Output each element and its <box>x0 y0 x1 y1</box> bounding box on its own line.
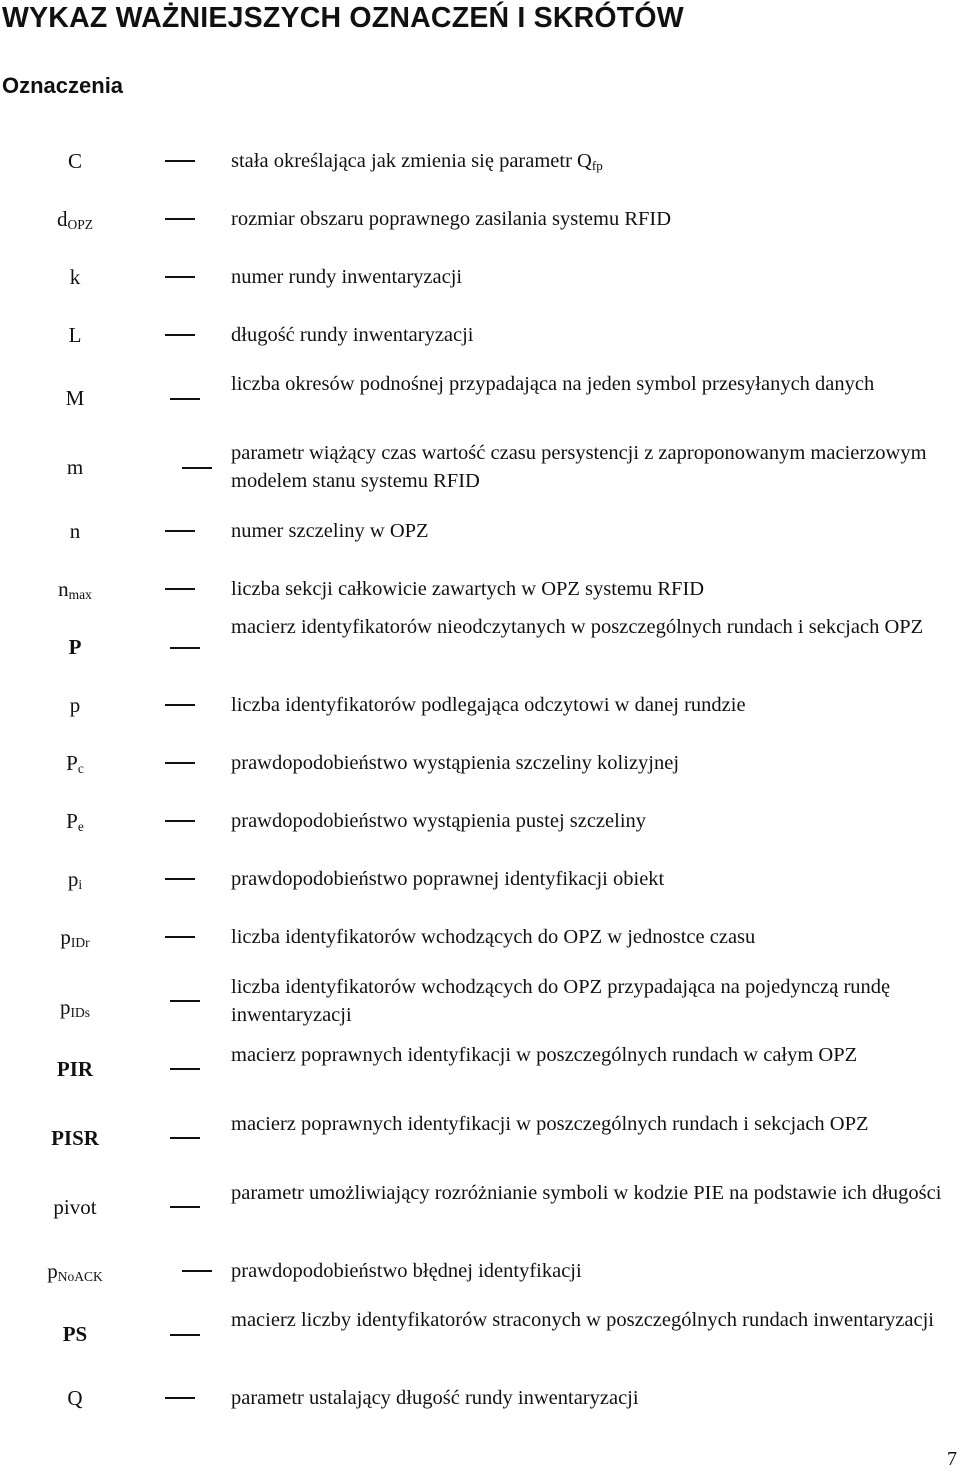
symbol-description: prawdopodobieństwo błędnej identyfikacji <box>231 1260 582 1282</box>
symbol <box>20 923 130 951</box>
symbol-description: macierz identyfikatorów nieodczytanych w poszczególnych rundach i sekcjach OPZ <box>231 616 924 638</box>
dash <box>165 762 195 764</box>
symbol-text: PIR <box>56 1057 94 1081</box>
symbol <box>20 205 130 233</box>
description-text: stała określająca jak zmienia się parametr Q <box>231 150 592 172</box>
symbol-text: P <box>66 809 78 833</box>
dash <box>165 878 195 880</box>
dash <box>182 467 212 469</box>
symbol-subscript: i <box>78 877 83 892</box>
symbol-description: liczba identyfikatorów wchodzących do OPZ przypadająca na pojedynczą rundę inwentaryzacji <box>231 976 891 1026</box>
page-number: 7 <box>947 1448 957 1470</box>
symbol-text: m <box>66 455 84 479</box>
symbol-text: P <box>68 635 82 659</box>
symbol-text: n <box>58 577 69 601</box>
symbol <box>20 807 130 835</box>
page-title: WYKAZ WAŻNIEJSZYCH OZNACZEŃ I SKRÓTÓW <box>2 2 684 34</box>
symbol-description: macierz poprawnych identyfikacji w poszczególnych rundach w całym OPZ <box>231 1044 858 1066</box>
symbol <box>20 1257 130 1285</box>
symbol-description: liczba identyfikatorów podlegająca odczytowi w danej rundzie <box>231 694 746 716</box>
dash <box>182 1270 212 1272</box>
symbol-description: prawdopodobieństwo wystąpienia pustej szczeliny <box>231 810 647 832</box>
symbol-text: PISR <box>51 1126 99 1150</box>
symbol-text: p <box>60 925 71 949</box>
symbol-text: p <box>69 693 81 717</box>
dash <box>165 1397 195 1399</box>
symbol-text: Q <box>67 1386 83 1410</box>
dash <box>170 1000 200 1002</box>
dash <box>170 1137 200 1139</box>
symbol <box>20 1193 130 1221</box>
dash <box>170 1206 200 1208</box>
symbol-description: liczba okresów podnośnej przypadająca na jeden symbol przesyłanych danych <box>231 373 875 395</box>
symbol-subscript: max <box>68 587 92 602</box>
symbol-text: C <box>67 149 82 173</box>
symbol <box>20 1055 130 1083</box>
symbol-text: d <box>56 207 68 231</box>
symbol-text: p <box>47 1259 58 1283</box>
symbol <box>20 263 130 291</box>
symbol <box>20 1124 130 1152</box>
symbol <box>20 1320 130 1348</box>
symbol-subscript: OPZ <box>67 217 93 232</box>
dash <box>165 588 195 590</box>
symbol-text: k <box>69 265 81 289</box>
dash <box>165 530 195 532</box>
dash <box>170 1334 200 1336</box>
symbol <box>20 575 130 603</box>
symbol-text: n <box>69 519 81 543</box>
symbol <box>20 384 130 412</box>
symbol-description: parametr umożliwiający rozróżnianie symboli w kodzie PIE na podstawie ich długości <box>231 1182 942 1204</box>
symbol-subscript: IDr <box>70 935 90 950</box>
symbol <box>20 993 130 1021</box>
section-heading: Oznaczenia <box>2 73 124 98</box>
symbol-text: p <box>67 867 79 891</box>
symbol <box>20 147 130 175</box>
symbol-description: liczba sekcji całkowicie zawartych w OPZ systemu RFID <box>231 578 705 600</box>
dash <box>165 334 195 336</box>
symbol-description: rozmiar obszaru poprawnego zasilania systemu RFID <box>231 208 672 230</box>
symbol-text: P <box>66 751 78 775</box>
symbol-description: macierz poprawnych identyfikacji w poszczególnych rundach i sekcjach OPZ <box>231 1113 869 1135</box>
symbol-description <box>231 147 943 175</box>
symbol <box>20 321 130 349</box>
dash <box>165 218 195 220</box>
dash <box>165 936 195 938</box>
dash <box>165 276 195 278</box>
dash <box>170 1068 200 1070</box>
symbol-description: parametr wiążący czas wartość czasu persystencji z zaproponowanym macierzowym modelem stanu systemu RFID <box>231 442 927 492</box>
symbol-description: numer szczeliny w OPZ <box>231 520 429 542</box>
symbol-subscript: IDs <box>70 1005 90 1020</box>
symbol <box>20 453 130 481</box>
symbol-subscript: NoACK <box>57 1269 103 1284</box>
dash <box>165 704 195 706</box>
symbol-description: liczba identyfikatorów wchodzących do OPZ w jednostce czasu <box>231 926 756 948</box>
symbol-text: p <box>60 995 71 1019</box>
symbol-subscript: c <box>77 761 84 776</box>
symbol-description: parametr ustalający długość rundy inwentaryzacji <box>231 1387 639 1409</box>
symbol-text: PS <box>62 1322 88 1346</box>
symbol-description: macierz liczby identyfikatorów straconych w poszczególnych rundach inwentaryzacji <box>231 1309 934 1331</box>
symbol <box>20 633 130 661</box>
symbol <box>20 749 130 777</box>
symbol-text: M <box>65 386 85 410</box>
symbol <box>20 691 130 719</box>
symbol <box>20 517 130 545</box>
symbol-description: numer rundy inwentaryzacji <box>231 266 463 288</box>
symbol-description: długość rundy inwentaryzacji <box>231 324 474 346</box>
dash <box>165 160 195 162</box>
symbol-text: pivot <box>53 1195 97 1219</box>
dash <box>165 820 195 822</box>
symbol-description: prawdopodobieństwo wystąpienia szczeliny kolizyjnej <box>231 752 680 774</box>
symbol-text: L <box>68 323 82 347</box>
symbol <box>20 865 130 893</box>
dash <box>170 398 200 400</box>
symbol-description: prawdopodobieństwo poprawnej identyfikacji obiekt <box>231 868 665 890</box>
description-subscript: fp <box>591 158 603 173</box>
dash <box>170 647 200 649</box>
symbol-subscript: e <box>77 819 84 834</box>
symbol <box>20 1384 130 1412</box>
